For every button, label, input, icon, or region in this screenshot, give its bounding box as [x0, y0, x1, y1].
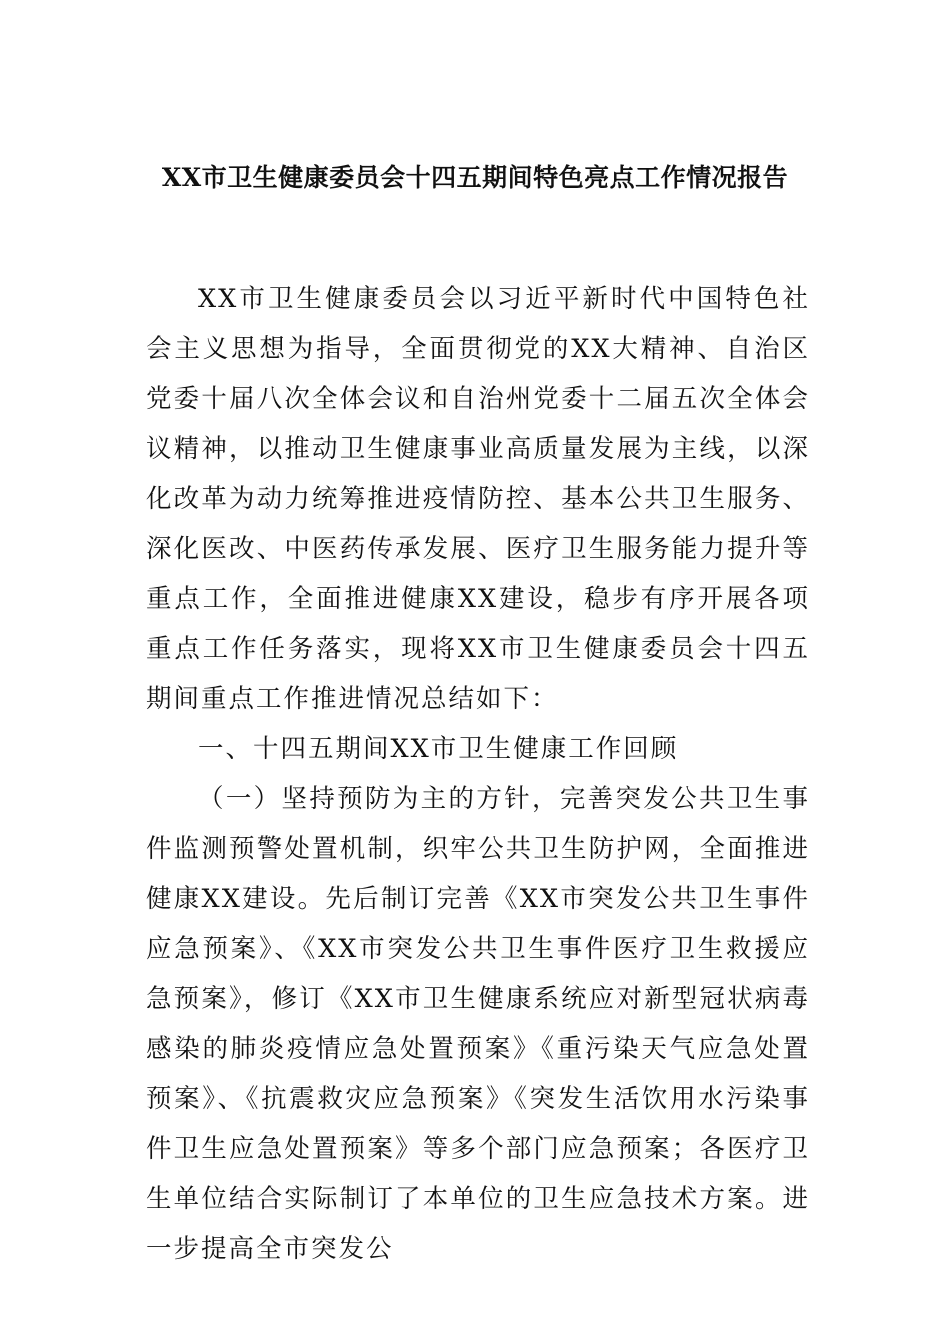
document-body [146, 274, 810, 1274]
section-heading: 一、十四五期间XX市卫生健康工作回顾 [198, 734, 679, 764]
paragraph-intro: XX市卫生健康委员会以习近平新时代中国特色社会主义思想为指导，全面贯彻党的XX大精神、自治区党委十届八次全体会议和自治州党委十二届五次全体会议精神，以推动卫生健康事业高质量发展为主线，以深化改革为动力统筹推进疫情防控、基本公共卫生服务、深化医改、中医药传承发展、医疗卫生服务能力提升等重点工作，全面推进健康XX建设，稳步有序开展各项重点工作任务落实，现将XX市卫生健康委员会十四五期间重点工作推进情况总结如下： [146, 284, 810, 714]
paragraph-section-1: （一）坚持预防为主的方针，完善突发公共卫生事件监测预警处置机制，织牢公共卫生防护网，全面推进健康XX建设。先后制订完善《XX市突发公共卫生事件应急预案》、《XX市突发公共卫生事件医疗卫生救援应急预案》，修订《XX市卫生健康系统应对新型冠状病毒感染的肺炎疫情应急处置预案》《重污染天气应急处置预案》、《抗震救灾应急预案》《突发生活饮用水污染事件卫生应急处置预案》等多个部门应急预案；各医疗卫生单位结合实际制订了本单位的卫生应急技术方案。进一步提高全市突发公 [146, 784, 810, 1264]
document-title: XX市卫生健康委员会十四五期间特色亮点工作情况报告 [161, 163, 789, 192]
